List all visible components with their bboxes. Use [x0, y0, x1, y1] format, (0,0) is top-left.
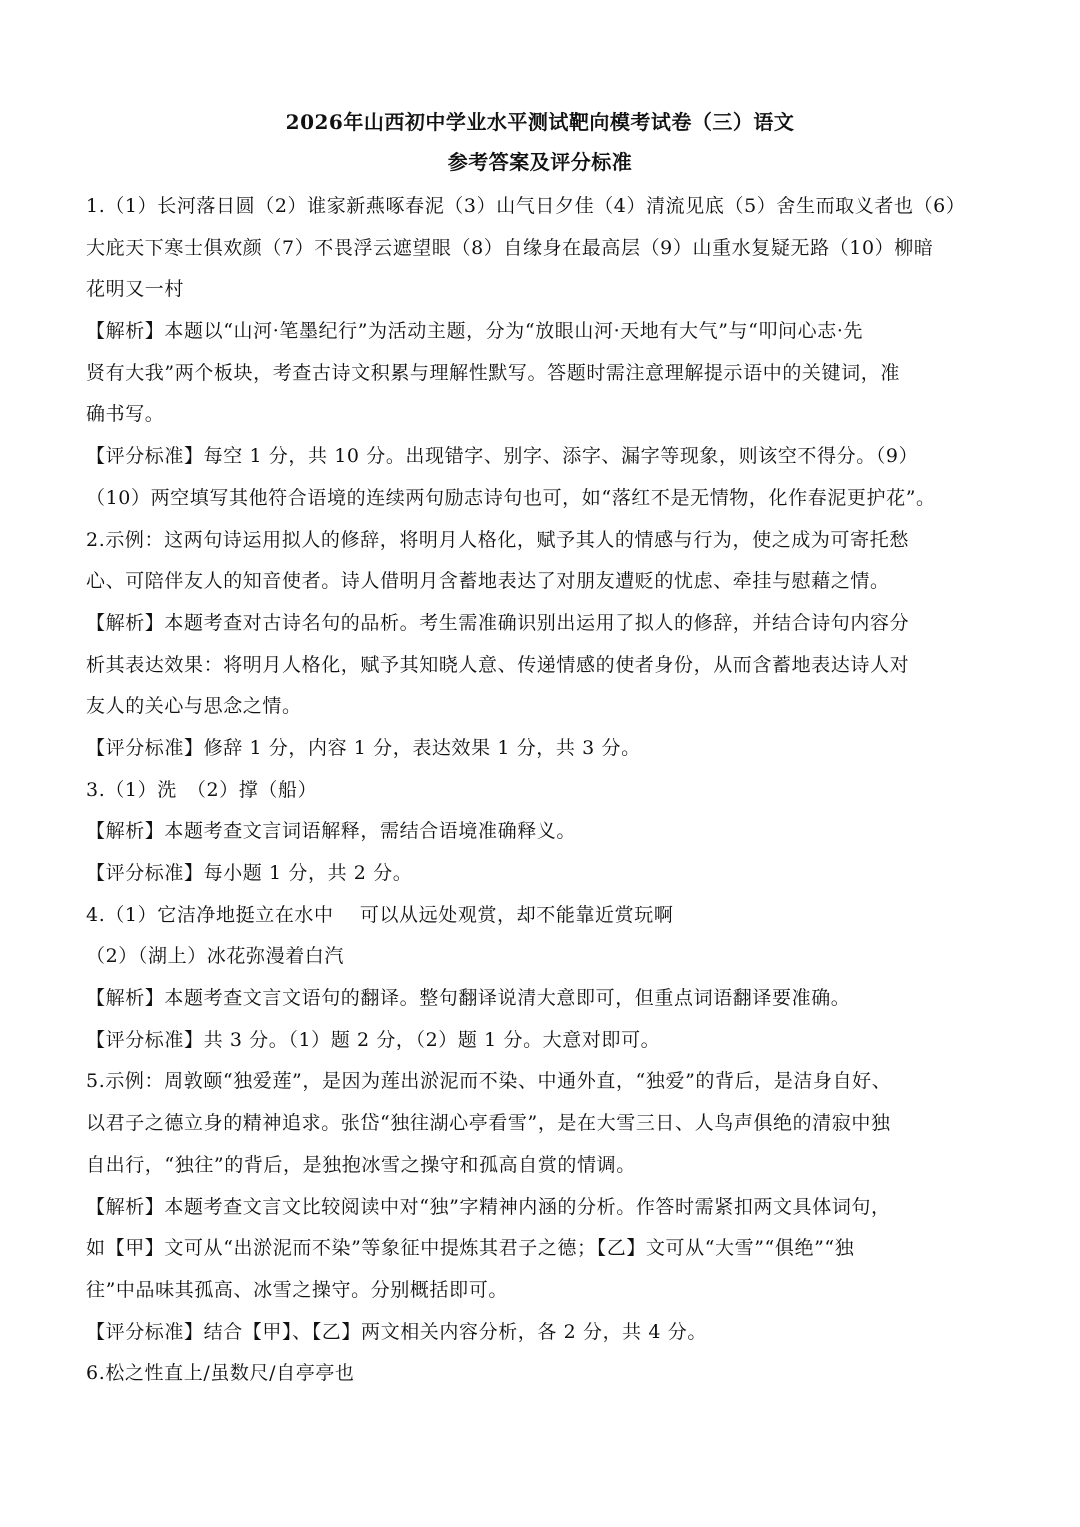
text-line: 心、可陪伴友人的知音使者。诗人借明月含蓄地表达了对朋友遭贬的忧虑、牵挂与慰藉之情。 [86, 570, 890, 593]
text-line: （2）（湖上）冰花弥漫着白汽 [86, 945, 344, 968]
text-line: 【评分标准】修辞 1 分，内容 1 分，表达效果 1 分，共 3 分。 [86, 736, 641, 759]
text-line: 友人的关心与思念之情。 [86, 695, 302, 718]
document-subtitle: 参考答案及评分标准 [447, 150, 633, 174]
text-line: 大庇天下寒士俱欢颜（7）不畏浮云遮望眼（8）自缘身在最高层（9）山重水复疑无路（10）柳暗 [86, 236, 934, 259]
text-line: 以君子之德立身的精神追求。张岱“独往湖心亭看雪”，是在大雪三日、人鸟声俱绝的清寂中独 [86, 1112, 891, 1135]
document-title: 2026年山西初中学业水平测试靶向模考试卷（三）语文 [285, 110, 795, 134]
text-line: 2.示例：这两句诗运用拟人的修辞，将明月人格化，赋予其人的情感与行为，使之成为可寄托愁 [86, 528, 909, 551]
text-line: 析其表达效果：将明月人格化，赋予其知晓人意、传递情感的使者身份，从而含蓄地表达诗人对 [86, 653, 910, 676]
text-line: 【解析】本题考查文言词语解释，需结合语境准确释义。 [86, 820, 577, 843]
text-line: 1.（1）长河落日圆（2）谁家新燕啄春泥（3）山气日夕佳（4）清流见底（5）舍生而取义者也（6） [86, 195, 966, 217]
text-line: 【评分标准】每小题 1 分，共 2 分。 [86, 862, 413, 884]
text-line: 4.（1）它洁净地挺立在水中 可以从远处观赏，却不能靠近赏玩啊 [86, 903, 674, 926]
text-line: （10）两空填写其他符合语境的连续两句励志诗句也可，如“落红不是无情物，化作春泥更护花”。 [86, 486, 936, 509]
text-line: 【评分标准】结合【甲】、【乙】两文相关内容分析，各 2 分，共 4 分。 [86, 1320, 707, 1343]
text-line: 【解析】本题考查文言文语句的翻译。整句翻译说清大意即可，但重点词语翻译要准确。 [86, 987, 851, 1010]
text-line: 贤有大我”两个板块，考查古诗文积累与理解性默写。答题时需注意理解提示语中的关键词，准 [86, 361, 900, 384]
text-line: 花明又一村 [86, 278, 185, 301]
text-line: 确书写。 [86, 403, 165, 426]
text-line: 往”中品味其孤高、冰雪之操守。分别概括即可。 [86, 1278, 508, 1301]
text-line: 5.示例：周敦颐“独爱莲”，是因为莲出淤泥而不染、中通外直，“独爱”的背后，是洁身自好、 [86, 1070, 892, 1093]
answer-body [86, 186, 1006, 1395]
text-line: 【评分标准】共 3 分。（1）题 2 分，（2）题 1 分。大意对即可。 [86, 1028, 661, 1051]
text-line: 6.松之性直上/虽数尺/自亭亭也 [86, 1362, 355, 1385]
text-line: 3.（1）洗 （2）撑（船） [86, 778, 318, 801]
text-line: 【解析】本题以“山河·笔墨纪行”为活动主题，分为“放眼山河·天地有大气”与“叩问心志·先 [86, 320, 864, 343]
text-line: 【解析】本题考查对古诗名句的品析。考生需准确识别出运用了拟人的修辞，并结合诗句内容分 [86, 611, 910, 634]
text-line: 如【甲】文可从“出淤泥而不染”等象征中提炼其君子之德；【乙】文可从“大雪”“俱绝”“独 [86, 1237, 855, 1260]
text-line: 【解析】本题考查文言文比较阅读中对“独”字精神内涵的分析。作答时需紧扣两文具体词句， [86, 1195, 891, 1218]
text-line: 【评分标准】每空 1 分，共 10 分。出现错字、别字、添字、漏字等现象，则该空不得分。（9） [86, 445, 919, 468]
text-line: 自出行，“独往”的背后，是独抱冰雪之操守和孤高自赏的情调。 [86, 1153, 636, 1176]
